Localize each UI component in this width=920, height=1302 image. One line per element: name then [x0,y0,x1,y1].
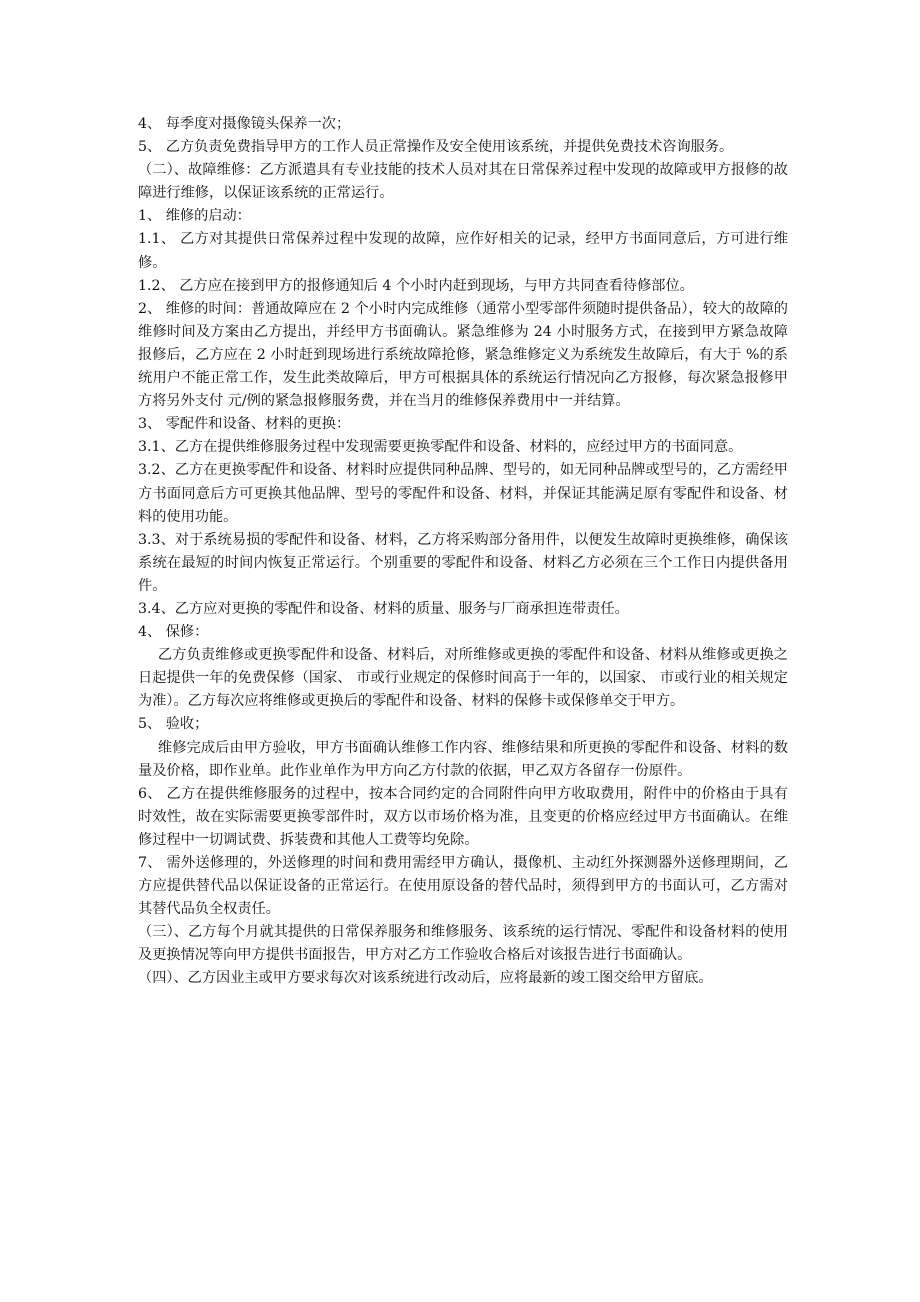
item-2-repair-time: 2、 维修的时间：普通故障应在 2 个小时内完成维修（通常小型零部件须随时提供备品），较大的故障的维修时间及方案由乙方提出，并经甲方书面确认。紧急维修为 24 小时服务方式，在接到甲方紧急故障报修后，乙方应在 2 小时赶到现场进行系统故障抢修，紧急维修定义为系统发生故障后，有大于 %的系统用户不能正常工作，发生此类故障后，甲方可根据具体的系统运行情况向乙方报修，每次紧急报修甲方将另外支付 元/例的紧急报修服务费，并在当月的维修保养费用中一并结算。 [138,300,788,410]
item-3-4: 3.4、乙方应对更换的零配件和设备、材料的质量、服务与厂商承担连带责任。 [138,600,629,617]
item-3-3: 3.3、对于系统易损的零配件和设备、材料，乙方将采购部分备用件，以便发生故障时更换维修，确保该系统在最短的时间内恢复正常运行。个别重要的零配件和设备、材料乙方必须在三个工作日内提供备用件。 [138,531,788,594]
acceptance-body: 维修完成后由甲方验收，甲方书面确认维修工作内容、维修结果和所更换的零配件和设备、材料的数量及价格，即作业单。此作业单作为甲方向乙方付款的依据，甲乙双方各留存一份原件。 [138,739,788,779]
item-5-free-guidance: 5、 乙方负责免费指导甲方的工作人员正常操作及安全使用该系统，并提供免费技术咨询服务。 [138,139,734,156]
item-6-fees: 6、 乙方在提供维修服务的过程中，按本合同约定的合同附件向甲方收取费用，附件中的价格由于具有时效性，故在实际需要更换零部件时，双方以市场价格为准，且变更的价格应经过甲方书面确认。在维修过程中一切调试费、拆装费和其他人工费等均免除。 [138,785,788,848]
document-page [138,113,788,991]
item-3-2: 3.2、乙方在更换零配件和设备、材料时应提供同种品牌、型号的，如无同种品牌或型号的，乙方需经甲方书面同意后方可更换其他品牌、型号的零配件和设备、材料，并保证其能满足原有零配件和设备、材料的使用功能。 [138,462,788,525]
item-4-warranty: 4、 保修： [138,624,209,641]
section-4-as-built-drawings: （四）、乙方因业主或甲方要求每次对该系统进行改动后，应将最新的竣工图交给甲方留底。 [138,970,713,987]
item-3-1: 3.1、乙方在提供维修服务过程中发现需要更换零配件和设备、材料的，应经过甲方的书面同意。 [138,439,743,456]
item-1-repair-start: 1、 维修的启动： [138,208,251,225]
item-1-2: 1.2、 乙方应在接到甲方的报修通知后 4 个小时内赶到现场，与甲方共同查看待修部位。 [138,277,694,294]
item-1-1: 1.1、 乙方对其提供日常保养过程中发现的故障，应作好相关的记录，经甲方书面同意后，方可进行维修。 [138,231,788,271]
item-5-acceptance: 5、 验收； [138,716,209,733]
section-3-monthly-report: （三）、乙方每个月就其提供的日常保养服务和维修服务、该系统的运行情况、零配件和设备材料的使用及更换情况等向甲方提供书面报告，甲方对乙方工作验收合格后对该报告进行书面确认。 [138,924,788,964]
section-2-fault-repair: （二）、故障维修：乙方派遣具有专业技能的技术人员对其在日常保养过程中发现的故障或甲方报修的故障进行维修，以保证该系统的正常运行。 [138,162,788,202]
item-3-parts-replacement: 3、 零配件和设备、材料的更换： [138,416,351,433]
warranty-body: 乙方负责维修或更换零配件和设备、材料后，对所维修或更换的零配件和设备、材料从维修或更换之日起提供一年的免费保修（国家、 市或行业规定的保修时间高于一年的，以国家、 市或行业的相关规定为准）。乙方每次应将维修或更换后的零配件和设备、材料的保修卡或保修单交于甲方。 [138,647,788,710]
item-4-lens-maintenance: 4、 每季度对摄像镜头保养一次； [138,116,351,132]
item-7-outsourced-repair: 7、 需外送修理的，外送修理的时间和费用需经甲方确认，摄像机、主动红外探测器外送修理期间，乙方应提供替代品以保证设备的正常运行。在使用原设备的替代品时，须得到甲方的书面认可，乙方需对其替代品负全权责任。 [138,855,788,918]
